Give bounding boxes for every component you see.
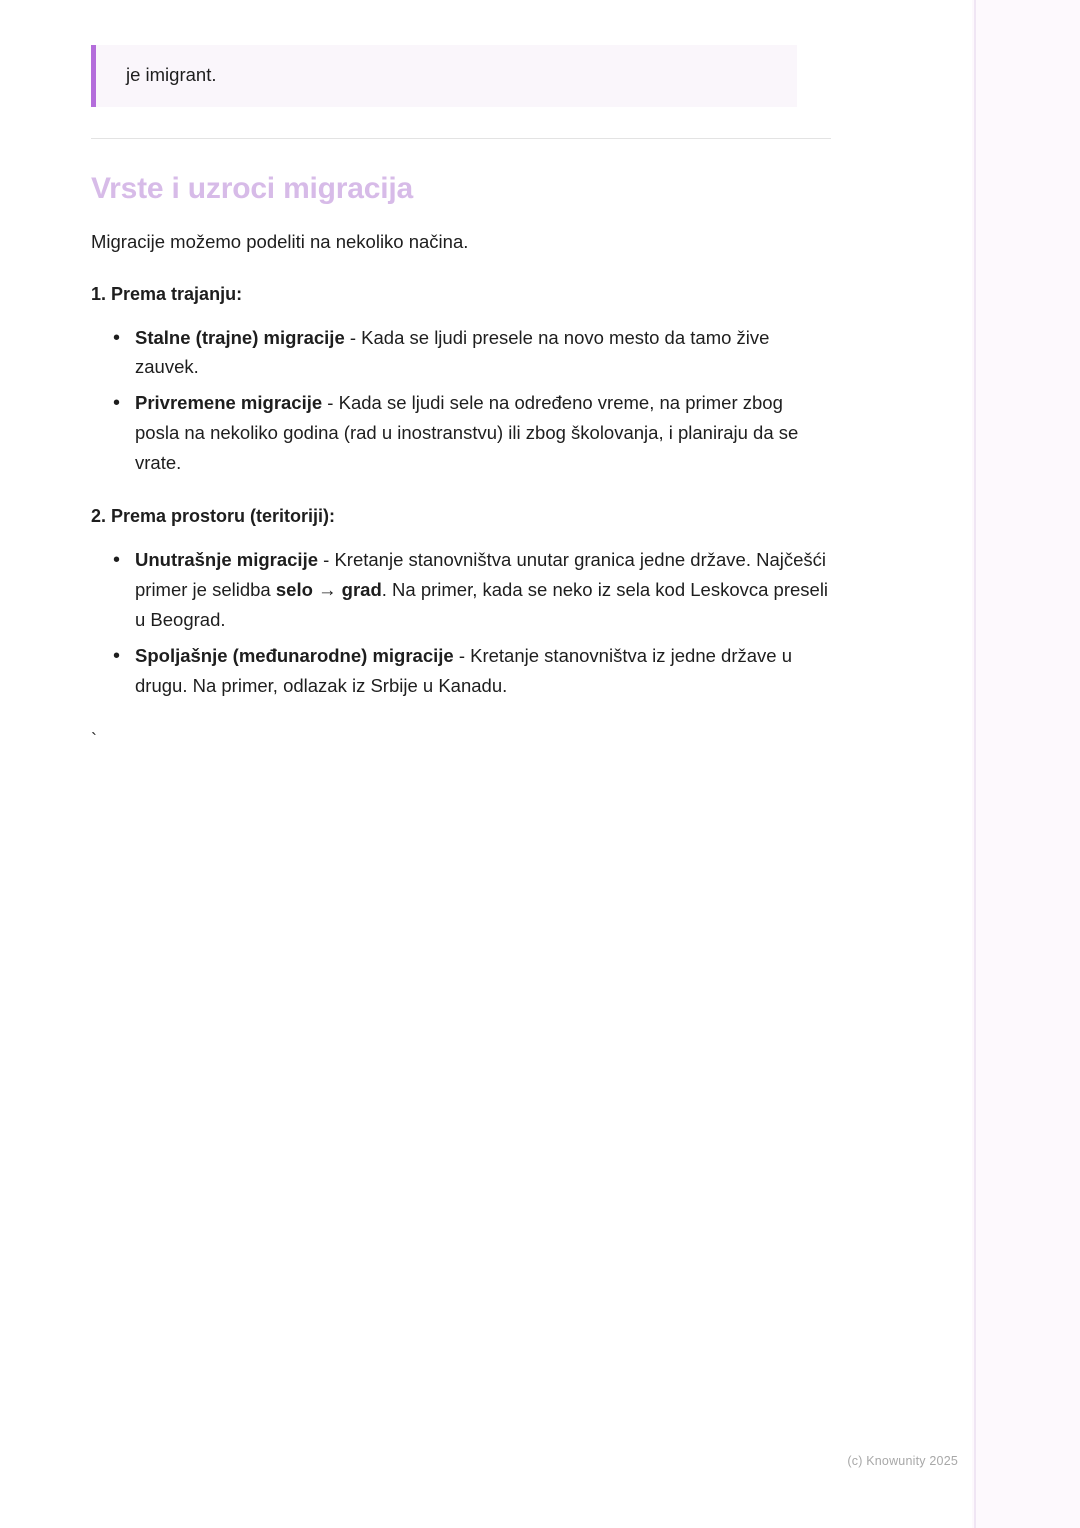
bullet-emphasis: selo → grad	[275, 579, 382, 601]
callout-text: je imigrant.	[126, 64, 217, 85]
bullet-text: - Kada se ljudi sele na određeno vreme, na primer zbog posla na nekoliko godina (rad u inostranstvu) ili zbog školovanja, i planiraju da se vrate.	[135, 392, 799, 474]
page-edge-line	[974, 0, 976, 1528]
bullet-term: Privremene migracije	[135, 392, 323, 414]
bullet-list-2	[91, 545, 831, 701]
bullet-term: Unutrašnje migracije	[135, 549, 319, 571]
bullet-term: Spoljašnje (međunarodne) migracije	[135, 645, 454, 667]
bullet-text: - Kretanje stanovništva iz jedne države u drugu. Na primer, odlazak iz Srbije u Kanadu.	[135, 645, 793, 697]
bullet-text: - Kretanje stanovništva unutar granica jedne države. Najčešći primer je selidba	[135, 549, 827, 601]
stray-backtick: `	[91, 730, 97, 751]
subsection-heading-1: 1. Prema trajanju:	[91, 283, 243, 304]
bullet-list-1	[91, 323, 831, 479]
list-item	[113, 641, 831, 701]
list-item	[113, 545, 831, 635]
page-edge-strip	[972, 0, 1080, 1528]
list-item	[113, 388, 831, 478]
section-divider	[91, 138, 831, 139]
intro-paragraph: Migracije možemo podeliti na nekoliko načina.	[91, 230, 469, 252]
list-item	[113, 323, 831, 383]
footer-credit: (c) Knowunity 2025	[847, 1454, 958, 1468]
document-content	[91, 0, 831, 751]
subsection-heading-2: 2. Prema prostoru (teritoriji):	[91, 506, 336, 527]
bullet-text: - Kada se ljudi presele na novo mesto da tamo žive zauvek.	[135, 326, 770, 378]
bullet-text-tail: . Na primer, kada se neko iz sela kod Leskovca preseli u Beograd.	[135, 579, 829, 631]
quote-callout	[91, 45, 797, 107]
section-title: Vrste i uzroci migracija	[91, 171, 414, 205]
bullet-term: Stalne (trajne) migracije	[135, 326, 345, 348]
